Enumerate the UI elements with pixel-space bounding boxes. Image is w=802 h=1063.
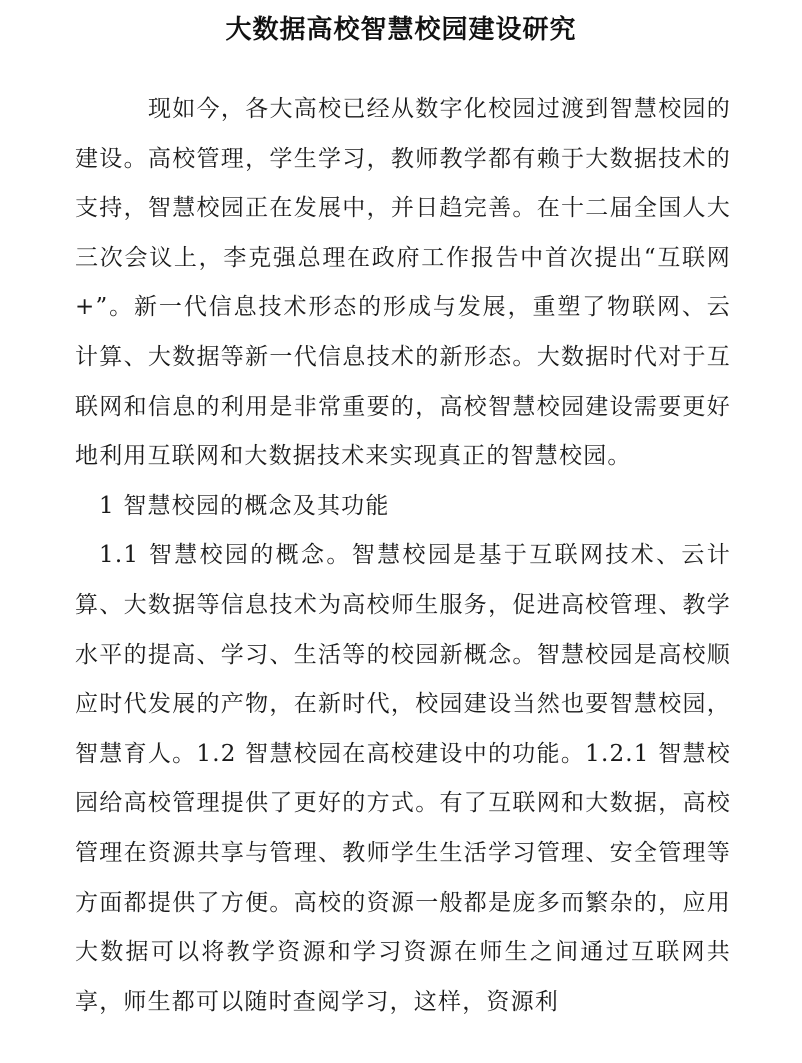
section-heading: 1 智慧校园的概念及其功能 [99,492,390,519]
section-paragraph: 1.1 智慧校园的概念。智慧校园是基于互联网技术、云计算、大数据等信息技术为高校师生服务，促进高校管理、教学水平的提高、学习、生活等的校园新概念。智慧校园是高校顺应时代发展的产物，在新时代，校园建设当然也要智慧校园，智慧育人。1.2 智慧校园在高校建设中的功能。1.2.1 智慧校园给高校管理提供了更好的方式。有了互联网和大数据，高校管理在资源共享与管理、教师学生生活学习管理、安全管理等方面都提供了方便。高校的资源一般都是庞多而繁杂的，应用大数据可以将教学资源和学习资源在师生之间通过互联网共享，师生都可以随时查阅学习，这样，资源利 [75,542,731,1015]
document-body [75,85,731,1027]
document-title: 大数据高校智慧校园建设研究 [225,15,577,45]
intro-paragraph: 现如今，各大高校已经从数字化校园过渡到智慧校园的建设。高校管理，学生学习，教师教学都有赖于大数据技术的支持，智慧校园正在发展中，并日趋完善。在十二届全国人大三次会议上，李克强总理在政府工作报告中首次提出“互联网+”。新一代信息技术形态的形成与发展，重塑了物联网、云计算、大数据等新一代信息技术的新形态。大数据时代对于互联网和信息的利用是非常重要的，高校智慧校园建设需要更好地利用互联网和大数据技术来实现真正的智慧校园。 [75,96,731,470]
